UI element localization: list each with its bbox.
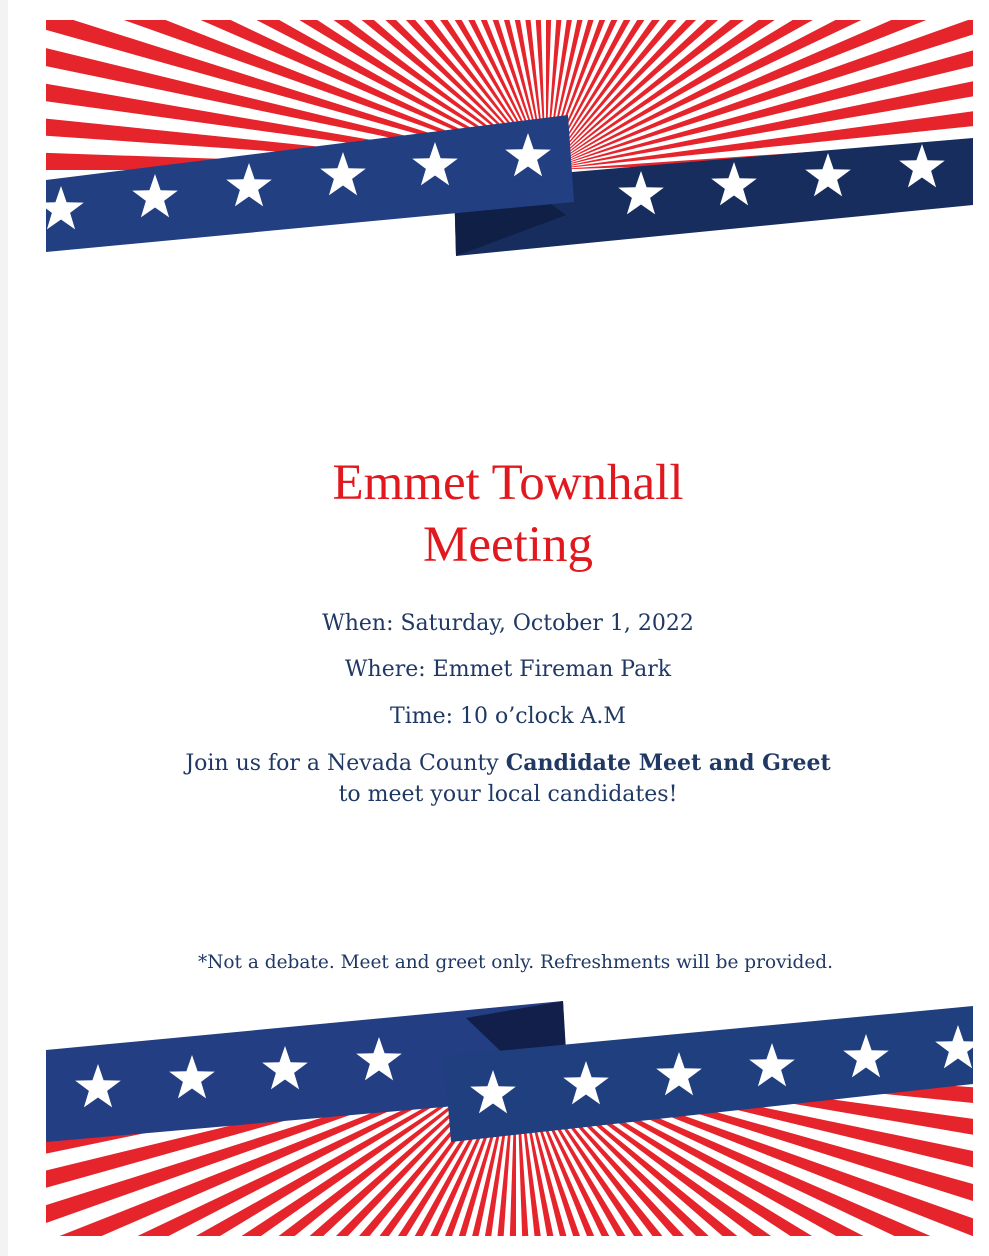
description-suffix: to meet your local candidates! (338, 782, 678, 807)
title-line-2: Meeting (423, 517, 593, 573)
title-line-1: Emmet Townhall (332, 455, 684, 511)
event-date: When: Saturday, October 1, 2022 (322, 611, 694, 636)
description-prefix: Join us for a Nevada County (185, 751, 506, 776)
event-location: Where: Emmet Fireman Park (344, 657, 672, 682)
flyer-page (8, 0, 989, 1256)
event-time: Time: 10 o’clock A.M (390, 704, 626, 729)
event-description (8, 748, 989, 810)
event-title (8, 452, 989, 576)
event-footnote: *Not a debate. Meet and greet only. Refreshments will be provided. (197, 952, 834, 973)
patriotic-banner-top (46, 20, 973, 260)
description-highlight: Candidate Meet and Greet (505, 750, 831, 776)
patriotic-banner-bottom (46, 996, 973, 1236)
